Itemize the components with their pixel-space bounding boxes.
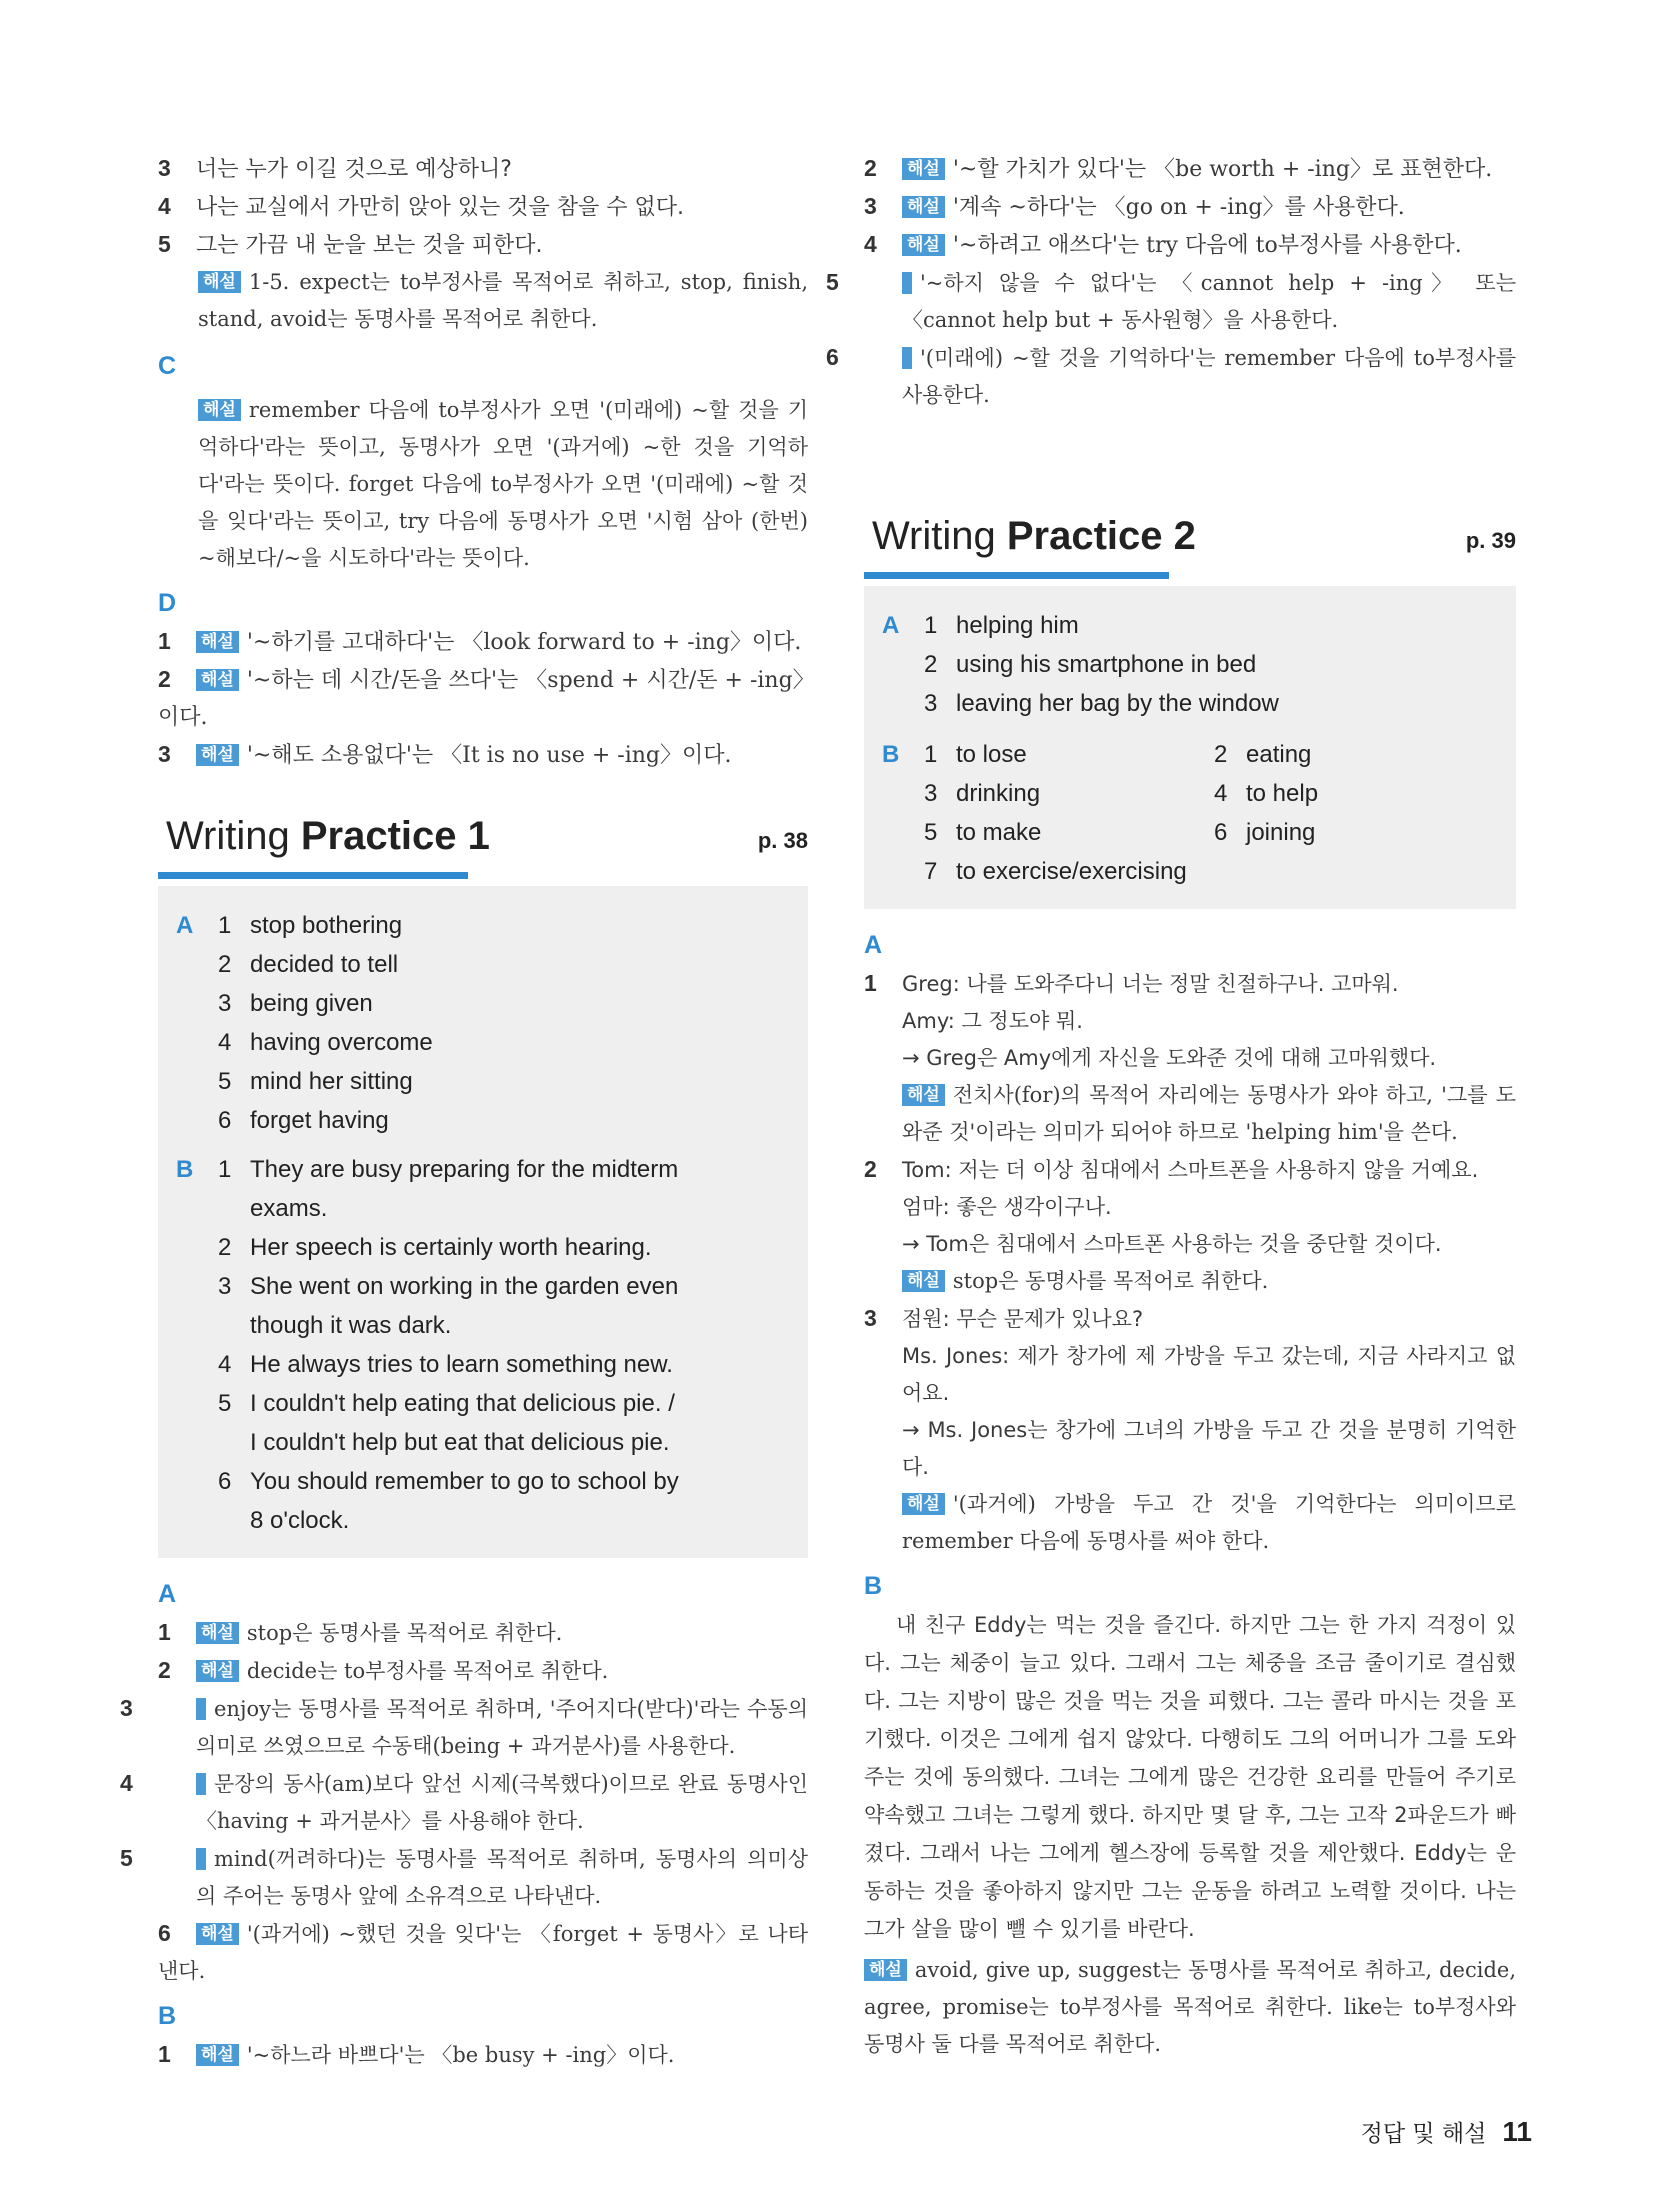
explanation-badge: 해설 [902, 234, 945, 256]
footer-label: 정답 및 해설 [1360, 2121, 1487, 2147]
list-item: 6 forget having [218, 1107, 389, 1134]
title-underline [864, 572, 1169, 579]
explanation-badge: 해설 [196, 744, 239, 766]
list-item: 3 너는 누가 이길 것으로 예상하니? [158, 155, 512, 182]
list-item: 2 해설 '~하는 데 시간/돈을 쓰다'는 〈spend + 시간/돈 + -ing〉이다. [158, 666, 804, 730]
translation-paragraph: 내 친구 Eddy는 먹는 것을 즐긴다. 하지만 그는 한 가지 걱정이 있다. 그는 체중이 늘고 있다. 그래서 그는 체중을 조금 줄이기로 결심했다. 그는 지방이 많은 것을 먹는 것을 피했다. 그는 콜라 마시는 것을 포기했다. 이것은 그에게 쉽지 않았다. 다행히도 그의 어머니가 그를 도와주는 것에 동의했다. 그녀는 그에게 많은 건강한 요리를 만들어 주기로 약속했고 그녀는 그렇게 했다. 하지만 몇 달 후, 그는 고작 2파운드가 빠졌다. 그래서 나는 그에게 헬스장에 등록할 것을 제안했다. Eddy는 운동하는 것을 좋아하지 않지만 그는 운동을 하려고 노력할 것이다. 나는 그가 살을 많이 뺄 수 있기를 바란다. [864, 1613, 1516, 1941]
list-item: 3 leaving her bag by the window [924, 690, 1279, 717]
explanation-badge: 해설 [902, 1270, 945, 1292]
list-item: 3 being given [218, 990, 373, 1017]
explanation-badge: 해설 [902, 347, 912, 369]
section-label-c: C [158, 352, 177, 380]
explanation: 해설 remember 다음에 to부정사가 오면 '(미래에) ~할 것을 기억하다'라는 뜻이고, 동명사가 오면 '(과거에) ~한 것을 기억하다'라는 뜻이다. forget 다음에 to부정사가 오면 '(미래에) ~할 것을 잊다'라는 뜻이고, try 다음에 동명사가 오면 '시험 삼아 (한번) ~해보다/~을 시도하다'라는 뜻이다. [198, 398, 808, 570]
explanation-badge: 해설 [902, 1084, 945, 1106]
explanation-badge: 해설 [196, 2044, 239, 2066]
list-item: 4 having overcome [218, 1029, 433, 1056]
explanation-badge: 해설 [196, 669, 239, 691]
list-item: 2 해설 '~할 가치가 있다'는 〈be worth + -ing〉로 표현한다. [864, 155, 1493, 182]
section-label-d: D [158, 589, 177, 617]
list-item: 7 to exercise/exercising [924, 858, 1187, 885]
list-item: B 1 They are busy preparing for the midterm [176, 1156, 679, 1183]
section-title-writing-practice-2: Writing Practice 2 p. 39 [864, 514, 1516, 578]
right-column [826, 150, 1516, 2063]
list-item: 2 using his smartphone in bed [924, 651, 1257, 678]
list-item: 1 해설 stop은 동명사를 목적어로 취한다. [158, 1619, 563, 1645]
explanation-badge: 해설 [196, 1622, 239, 1644]
list-item: A 1 helping him [882, 612, 1079, 639]
list-item: 1 해설 '~하기를 고대하다'는 〈look forward to + -ing〉이다. [158, 628, 802, 655]
explanation-badge: 해설 [196, 1773, 206, 1795]
explanation-badge: 해설 [864, 1959, 907, 1981]
explanation-badge: 해설 [902, 158, 945, 180]
list-item: 6 해설 '(과거에) ~했던 것을 잊다'는 〈forget + 동명사〉로 나타낸다. [158, 1920, 808, 1983]
list-item: 3 해설 '~해도 소용없다'는 〈It is no use + -ing〉이다. [158, 741, 732, 768]
page-footer [1361, 2115, 1532, 2148]
explanation-badge: 해설 [196, 1660, 239, 1682]
list-item: 5 I couldn't help eating that delicious pie. / [218, 1390, 675, 1417]
page-reference: p. 39 [1465, 528, 1516, 553]
dialog-item: 1 Greg: 나를 도와주다니 너는 정말 친절하구나. 고마워. Amy: 그 정도야 뭐. → Greg은 Amy에게 자신을 도와준 것에 대해 고마워했다. 해설 전치사(for)의 목적어 자리에는 동명사가 와야 하고, '그를 도와준 것'이라는 의미가 되어야 하므로 'helping him'을 쓴다. [864, 970, 1516, 1144]
list-item: 4 He always tries to learn something new. [218, 1351, 673, 1378]
list-item: 5 to make 6 joining [924, 819, 1316, 846]
explanation-badge: 해설 [902, 1493, 945, 1515]
explanation-badge: 해설 [196, 1698, 206, 1720]
dialog-item: 3 점원: 무슨 문제가 있나요? Ms. Jones: 제가 창가에 제 가방을 두고 갔는데, 지금 사라지고 없어요. → Ms. Jones는 창가에 그녀의 가방을 두고 간 것을 분명히 기억한다. 해설 '(과거에) 가방을 두고 간 것'을 기억한다는 의미이므로 remember 다음에 동명사를 써야 한다. [864, 1305, 1516, 1553]
section-label-b: B [864, 1572, 883, 1600]
answer-box: A 1 stop bothering 2 decided to tell 3 being given 4 having overcome 5 mind her sitting 6 forget having B 1 They are busy preparing for the midterm exams. 2 Her speech is certainly worth hearing. 3 She went on working in the garden even though it was dark. 4 He always tries to learn something new. 5 I couldn't help eating that delicious pie. / I couldn't help but eat that delicious pie. 6 You should remember to go to school by 8 o'clock. [158, 886, 808, 1558]
section-title-writing-practice-1: Writing Practice 1 p. 38 [158, 814, 808, 878]
list-item: B 1 to lose 2 eating [882, 741, 1312, 768]
explanation-badge: 해설 [196, 1923, 239, 1945]
list-item: 5 그는 가끔 내 눈을 보는 것을 피한다. [158, 231, 543, 258]
explanation-badge: 해설 [902, 196, 945, 218]
section-label-a: A [864, 931, 883, 959]
list-item: 4 나는 교실에서 가만히 앉아 있는 것을 참을 수 없다. [158, 193, 684, 220]
explanation: 해설 1-5. expect는 to부정사를 목적어로 취하고, stop, finish, stand, avoid는 동명사를 목적어로 취한다. [198, 270, 808, 331]
list-item: 3 She went on working in the garden even [218, 1273, 679, 1300]
section-label-b: B [158, 2002, 177, 2030]
explanation: 해설 avoid, give up, suggest는 동명사를 목적어로 취하고, decide, agree, promise는 to부정사를 목적어로 취한다. like는 to부정사와 동명사 둘 다를 목적어로 취한다. [864, 1958, 1516, 2056]
explanation-badge: 해설 [198, 399, 241, 421]
list-item: 3 해설 enjoy는 동명사를 목적어로 취하며, '주어지다(받다)'라는 수동의 의미로 쓰였으므로 수동태(being + 과거분사)를 사용한다. [120, 1695, 808, 1758]
list-item: 6 해설 '(미래에) ~할 것을 기억하다'는 remember 다음에 to부정사를 사용한다. [826, 344, 1516, 407]
list-item: 4 해설 문장의 동사(am)보다 앞선 시제(극복했다)이므로 완료 동명사인 〈having + 과거분사〉를 사용해야 한다. [120, 1770, 808, 1833]
list-item: 2 decided to tell [218, 951, 399, 978]
list-item: 5 해설 '~하지 않을 수 없다'는 〈cannot help + -ing〉 또는 〈cannot help but + 동사원형〉을 사용한다. [826, 269, 1516, 332]
list-item: 2 해설 decide는 to부정사를 목적어로 취한다. [158, 1657, 609, 1683]
explanation-badge: 해설 [198, 271, 241, 293]
list-item: 3 drinking 4 to help [924, 780, 1319, 807]
list-item: 5 해설 mind(꺼려하다)는 동명사를 목적어로 취하며, 동명사의 의미상의 주어는 동명사 앞에 소유격으로 나타낸다. [120, 1845, 808, 1908]
list-item: 6 You should remember to go to school by [218, 1468, 679, 1495]
list-item: 5 mind her sitting [218, 1068, 413, 1095]
list-item: 4 해설 '~하려고 애쓰다'는 try 다음에 to부정사를 사용한다. [864, 231, 1462, 258]
title-underline [158, 872, 468, 879]
dialog-item: 2 Tom: 저는 더 이상 침대에서 스마트폰을 사용하지 않을 거예요. 엄마: 좋은 생각이구나. → Tom은 침대에서 스마트폰 사용하는 것을 중단할 것이다. 해설 stop은 동명사를 목적어로 취한다. [864, 1156, 1479, 1293]
list-item: A 1 stop bothering [176, 912, 403, 939]
left-column [120, 150, 808, 2074]
page-reference: p. 38 [757, 828, 808, 853]
explanation-badge: 해설 [902, 272, 912, 294]
explanation-badge: 해설 [196, 1848, 206, 1870]
section-label-a: A [158, 1580, 177, 1608]
answer-box [864, 586, 1516, 909]
list-item: 2 Her speech is certainly worth hearing. [218, 1234, 652, 1261]
page-number: 11 [1502, 2116, 1532, 2147]
list-item: 1 해설 '~하느라 바쁘다'는 〈be busy + -ing〉이다. [158, 2041, 675, 2067]
explanation-badge: 해설 [196, 631, 239, 653]
list-item: 3 해설 '계속 ~하다'는 〈go on + -ing〉를 사용한다. [864, 193, 1405, 220]
